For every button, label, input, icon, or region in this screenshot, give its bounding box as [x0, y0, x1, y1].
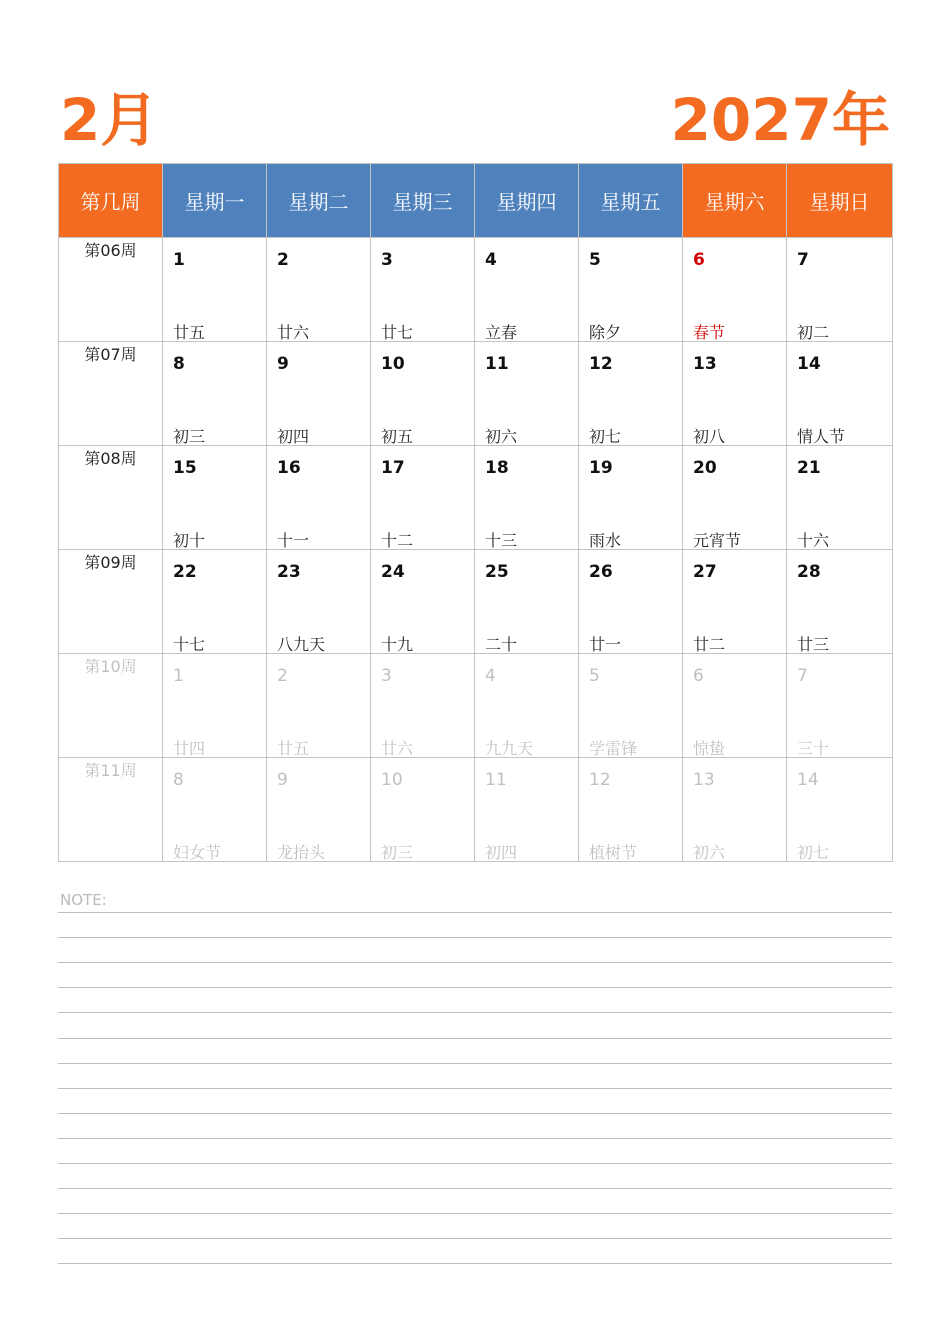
lunar-date: 情人节 [797, 427, 846, 446]
weekday-header-wed: 星期三 [371, 164, 475, 238]
day-number: 8 [173, 354, 185, 374]
day-cell[interactable] [579, 342, 683, 446]
lunar-date: 廿一 [589, 635, 622, 654]
week-row [59, 342, 893, 446]
day-cell[interactable] [371, 446, 475, 550]
day-number: 22 [173, 562, 197, 582]
lunar-date: 初二 [797, 323, 830, 342]
weekday-header-thu: 星期四 [475, 164, 579, 238]
day-number: 21 [797, 458, 821, 478]
day-cell[interactable] [267, 550, 371, 654]
day-cell[interactable] [267, 654, 371, 758]
day-cell[interactable] [683, 342, 787, 446]
week-row [59, 550, 893, 654]
note-line [58, 962, 892, 963]
lunar-date: 三十 [797, 739, 830, 758]
note-line [58, 1088, 892, 1089]
lunar-date: 十七 [173, 635, 206, 654]
day-cell[interactable] [683, 654, 787, 758]
note-line [58, 1213, 892, 1214]
lunar-date: 初四 [277, 427, 310, 446]
day-number: 11 [485, 770, 507, 790]
note-line [58, 1188, 892, 1189]
day-number: 6 [693, 666, 704, 686]
day-cell[interactable] [579, 238, 683, 342]
day-number: 15 [173, 458, 197, 478]
week-number-label: 第10周 [59, 654, 163, 758]
note-label: NOTE: [60, 891, 107, 909]
day-number: 24 [381, 562, 405, 582]
day-cell[interactable] [579, 550, 683, 654]
lunar-date: 初三 [381, 843, 414, 862]
day-cell[interactable] [475, 654, 579, 758]
day-cell[interactable] [267, 342, 371, 446]
day-number: 6 [693, 250, 705, 270]
note-line [58, 1238, 892, 1239]
lunar-date: 初十 [173, 531, 206, 550]
lunar-date: 廿五 [173, 323, 206, 342]
day-cell[interactable] [371, 550, 475, 654]
note-line [58, 1063, 892, 1064]
week-row [59, 654, 893, 758]
year-title: 2027年 [670, 86, 890, 154]
day-number: 13 [693, 770, 715, 790]
day-number: 7 [797, 250, 809, 270]
day-number: 23 [277, 562, 301, 582]
week-number-label: 第06周 [59, 238, 163, 342]
lunar-date: 初六 [693, 843, 726, 862]
lunar-date: 二十 [485, 635, 518, 654]
day-number: 13 [693, 354, 717, 374]
weekday-header-fri: 星期五 [579, 164, 683, 238]
day-number: 18 [485, 458, 509, 478]
week-number-label: 第07周 [59, 342, 163, 446]
weekday-header-row [59, 164, 893, 238]
day-cell[interactable] [475, 446, 579, 550]
day-number: 9 [277, 770, 288, 790]
lunar-date: 惊蛰 [693, 739, 726, 758]
day-cell[interactable] [683, 446, 787, 550]
day-cell[interactable] [371, 342, 475, 446]
week-number-label: 第08周 [59, 446, 163, 550]
day-number: 7 [797, 666, 808, 686]
calendar-grid [58, 163, 893, 862]
lunar-date: 初六 [485, 427, 518, 446]
lunar-date: 廿七 [381, 323, 414, 342]
lunar-date: 妇女节 [173, 843, 222, 862]
day-cell[interactable] [163, 758, 267, 862]
day-number: 12 [589, 354, 613, 374]
day-number: 3 [381, 666, 392, 686]
day-cell[interactable] [475, 550, 579, 654]
lunar-date: 廿六 [381, 739, 414, 758]
day-cell[interactable] [163, 550, 267, 654]
day-cell[interactable] [787, 758, 893, 862]
lunar-date: 植树节 [589, 843, 638, 862]
day-number: 4 [485, 666, 496, 686]
month-title: 2月 [60, 86, 159, 154]
day-number: 1 [173, 250, 185, 270]
lunar-date: 八九天 [277, 635, 326, 654]
day-cell[interactable] [371, 238, 475, 342]
lunar-date: 元宵节 [693, 531, 742, 550]
day-number: 5 [589, 250, 601, 270]
lunar-date: 雨水 [589, 531, 622, 550]
week-row [59, 238, 893, 342]
day-cell[interactable] [787, 342, 893, 446]
lunar-date: 廿三 [797, 635, 830, 654]
day-number: 14 [797, 354, 821, 374]
day-cell[interactable] [163, 654, 267, 758]
day-number: 2 [277, 250, 289, 270]
lunar-date: 十三 [485, 531, 518, 550]
lunar-date: 除夕 [589, 323, 622, 342]
day-number: 8 [173, 770, 184, 790]
day-cell[interactable] [163, 238, 267, 342]
day-cell[interactable] [163, 342, 267, 446]
day-cell[interactable] [787, 550, 893, 654]
day-number: 17 [381, 458, 405, 478]
lunar-date: 初七 [589, 427, 622, 446]
day-cell[interactable] [475, 758, 579, 862]
day-cell[interactable] [267, 446, 371, 550]
day-number: 11 [485, 354, 509, 374]
lunar-date: 龙抬头 [277, 843, 326, 862]
note-line [58, 1163, 892, 1164]
day-number: 2 [277, 666, 288, 686]
day-number: 27 [693, 562, 717, 582]
lunar-date: 初八 [693, 427, 726, 446]
weekday-header-tue: 星期二 [267, 164, 371, 238]
day-cell[interactable] [267, 238, 371, 342]
day-cell[interactable] [475, 238, 579, 342]
day-cell[interactable] [371, 758, 475, 862]
note-line [58, 1113, 892, 1114]
lunar-date: 春节 [693, 323, 726, 342]
week-row [59, 758, 893, 862]
day-cell[interactable] [579, 446, 683, 550]
weekday-header-mon: 星期一 [163, 164, 267, 238]
day-number: 9 [277, 354, 289, 374]
note-line [58, 912, 892, 913]
day-number: 25 [485, 562, 509, 582]
lunar-date: 十一 [277, 531, 310, 550]
note-line [58, 1012, 892, 1013]
note-line [58, 937, 892, 938]
lunar-date: 立春 [485, 323, 518, 342]
weekday-header-sat: 星期六 [683, 164, 787, 238]
lunar-date: 廿四 [173, 739, 206, 758]
day-number: 3 [381, 250, 393, 270]
lunar-date: 初七 [797, 843, 830, 862]
day-number: 28 [797, 562, 821, 582]
day-cell[interactable] [787, 238, 893, 342]
lunar-date: 十六 [797, 531, 830, 550]
day-number: 14 [797, 770, 819, 790]
lunar-date: 十二 [381, 531, 414, 550]
lunar-date: 九九天 [485, 739, 534, 758]
day-cell[interactable] [267, 758, 371, 862]
day-cell[interactable] [163, 446, 267, 550]
note-line [58, 987, 892, 988]
note-line [58, 1263, 892, 1264]
lunar-date: 十九 [381, 635, 414, 654]
day-cell[interactable] [683, 758, 787, 862]
day-cell[interactable] [683, 550, 787, 654]
day-number: 16 [277, 458, 301, 478]
note-line [58, 1038, 892, 1039]
week-number-label: 第09周 [59, 550, 163, 654]
note-line [58, 1138, 892, 1139]
lunar-date: 学雷锋 [589, 739, 638, 758]
day-cell[interactable] [787, 654, 893, 758]
day-number: 1 [173, 666, 184, 686]
day-number: 12 [589, 770, 611, 790]
day-cell[interactable] [787, 446, 893, 550]
day-cell[interactable] [371, 654, 475, 758]
lunar-date: 初三 [173, 427, 206, 446]
day-number: 20 [693, 458, 717, 478]
day-number: 19 [589, 458, 613, 478]
day-cell[interactable] [683, 238, 787, 342]
weekday-header-sun: 星期日 [787, 164, 893, 238]
day-number: 4 [485, 250, 497, 270]
week-row [59, 446, 893, 550]
day-number: 10 [381, 770, 403, 790]
day-number: 10 [381, 354, 405, 374]
week-number-label: 第11周 [59, 758, 163, 862]
day-cell[interactable] [579, 758, 683, 862]
lunar-date: 廿二 [693, 635, 726, 654]
lunar-date: 初四 [485, 843, 518, 862]
day-number: 26 [589, 562, 613, 582]
lunar-date: 初五 [381, 427, 414, 446]
lunar-date: 廿六 [277, 323, 310, 342]
day-number: 5 [589, 666, 600, 686]
day-cell[interactable] [475, 342, 579, 446]
day-cell[interactable] [579, 654, 683, 758]
week-number-header: 第几周 [59, 164, 163, 238]
lunar-date: 廿五 [277, 739, 310, 758]
